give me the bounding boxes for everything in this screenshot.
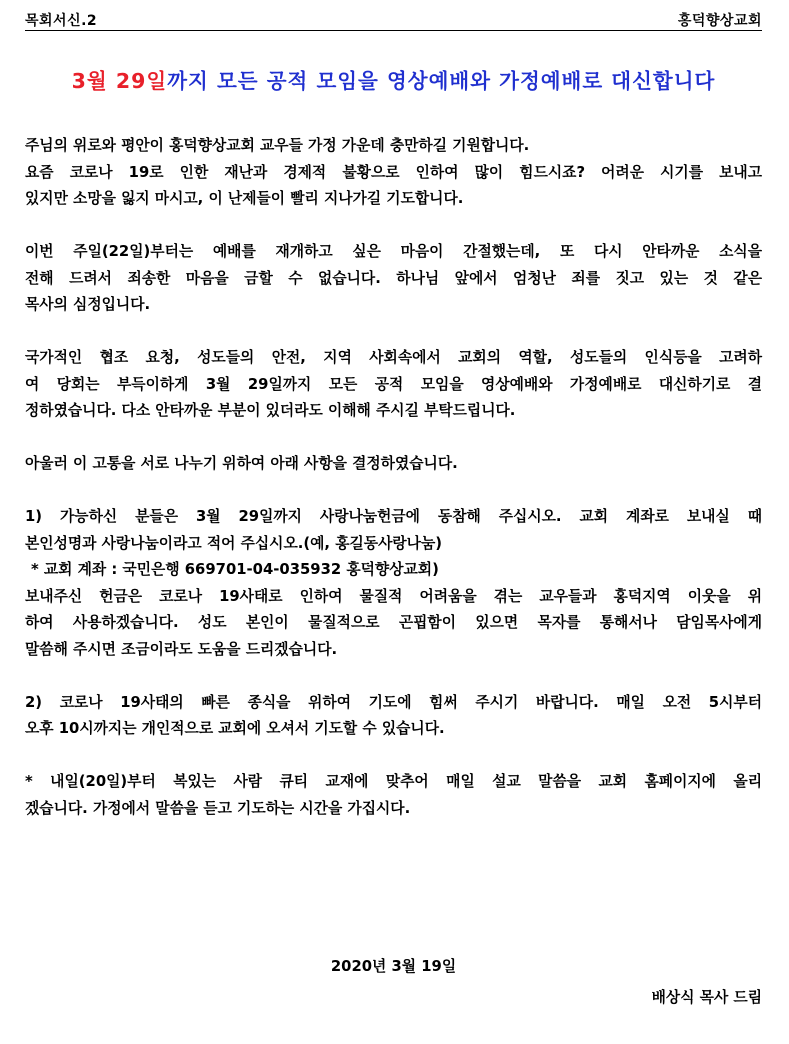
paragraph-worship-resume xyxy=(25,239,762,319)
paragraph-line: 목사의 심정입니다. xyxy=(25,296,151,313)
letter-title xyxy=(25,66,762,96)
paragraph-intro-items xyxy=(25,451,762,478)
title-date-red-suffix: 일 xyxy=(146,69,168,93)
paragraph-line: * 내일(20일)부터 복있는 사람 큐티 교재에 맞추어 매일 설교 말씀을 교회 홈페이지에 올리 xyxy=(25,773,762,790)
letter-signature: 배상식 목사 드림 xyxy=(651,989,762,1006)
paragraph-qt-notice xyxy=(25,769,762,822)
letter-date: 2020년 3월 19일 xyxy=(330,958,457,975)
paragraph-line: 하여 사용하겠습니다. 성도 본인이 물질적으로 곤핍함이 있으면 목자를 통해서나 담임목사에게 xyxy=(25,614,762,631)
title-date-red: 3월 29 xyxy=(71,69,147,93)
paragraph-greeting xyxy=(25,133,762,213)
paragraph-line: 정하였습니다. 다소 안타까운 부분이 있더라도 이해해 주시길 부탁드립니다. xyxy=(25,402,516,419)
letter-body xyxy=(25,133,762,849)
paragraph-line: 말씀해 주시면 조금이라도 도움을 드리겠습니다. xyxy=(25,640,338,658)
paragraph-decision xyxy=(25,345,762,425)
paragraph-line: 오후 10시까지는 개인적으로 교회에 오셔서 기도할 수 있습니다. xyxy=(25,720,445,737)
paragraph-line: 본인성명과 사랑나눔이라고 적어 주십시오.(예, 홍길동사랑나눔) xyxy=(25,534,443,552)
title-text-blue: 까지 모든 공적 모임을 xyxy=(167,69,387,93)
page-header xyxy=(25,6,762,31)
bank-account-line: * 교회 계좌 : 국민은행 669701-04-035932 홍덕향상교회) xyxy=(31,561,439,578)
paragraph-line: 2) 코로나 19사태의 빠른 종식을 위하여 기도에 힘써 주시기 바랍니다. 매일 오전 5시부터 xyxy=(25,693,762,711)
paragraph-line: 겠습니다. 가정에서 말씀을 듣고 기도하는 시간을 가집시다. xyxy=(25,799,411,817)
paragraph-line: 1) 가능하신 분들은 3월 29일까지 사랑나눔헌금에 동참해 주십시오. 교회 계좌로 보내실 때 xyxy=(25,508,762,525)
paragraph-line: 전해 드려서 죄송한 마음을 금할 수 없습니다. 하나님 앞에서 엄청난 죄를 짓고 있는 것 같은 xyxy=(25,269,762,287)
paragraph-item-offering xyxy=(25,504,762,663)
paragraph-line: 국가적인 협조 요청, 성도들의 안전, 지역 사회속에서 교회의 역할, 성도들의 인식등을 고려하 xyxy=(25,349,762,366)
title-text-blue-end: 영상예배와 가정예배로 대신합니다 xyxy=(387,69,716,93)
paragraph-line: 여 당회는 부득이하게 3월 29일까지 모든 공적 모임을 영상예배와 가정예배로 대신하기로 결 xyxy=(25,375,762,393)
paragraph-line: 보내주신 헌금은 코로나 19사태로 인하여 물질적 어려움을 겪는 교우들과 홍덕지역 이웃을 위 xyxy=(25,587,762,605)
paragraph-line: 이번 주일(22일)부터는 예배를 재개하고 싶은 마음이 간절했는데, 또 다시 안타까운 소식을 xyxy=(25,243,762,260)
header-church-name: 홍덕향상교회 xyxy=(677,13,762,29)
paragraph-line: 요즘 코로나 19로 인한 재난과 경제적 불황으로 인하여 많이 힘드시죠? 어려운 시기를 보내고 xyxy=(25,163,762,181)
paragraph-line: 주님의 위로와 평안이 홍덕향상교회 교우들 가정 가운데 충만하길 기원합니다. xyxy=(25,137,530,154)
paragraph-item-prayer xyxy=(25,690,762,743)
header-document-label: 목회서신.2 xyxy=(25,13,98,29)
paragraph-line: 있지만 소망을 잃지 마시고, 이 난제들이 빨리 지나가길 기도합니다. xyxy=(25,190,464,207)
paragraph-line: 아울러 이 고통을 서로 나누기 위하여 아래 사항을 결정하였습니다. xyxy=(25,455,458,472)
